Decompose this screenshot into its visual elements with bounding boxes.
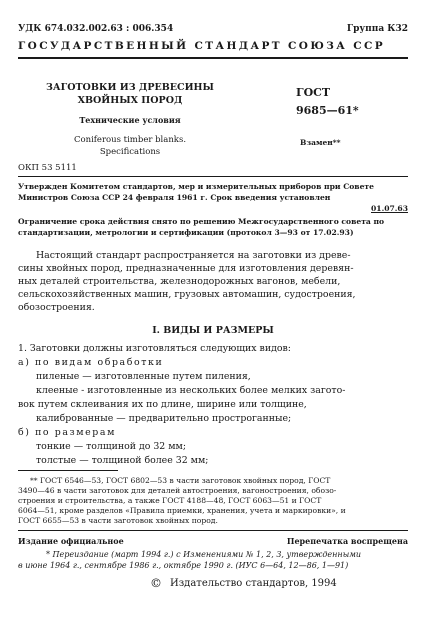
okp-code: ОКП 53 5111 [18,163,77,173]
section1-p6: б) по размерам [18,427,116,438]
doc-title-en-line1: Coniferous timber blanks. [73,135,187,145]
approval-line2: Министров Союза ССР 24 февраля 1961 г. Срок введения установлен [18,193,331,202]
title-rule [18,176,408,177]
section1-p7: тонкие — толщиной до 32 мм; [36,441,186,452]
limit-line1: Ограничение срока действия снято по решению Межгосударственного совета по [18,217,385,226]
udk-code: УДК 674.032.002.63 : 006.354 [18,24,174,34]
section1-p8: толстые — толщиной более 32 мм; [36,455,209,466]
intro-line3: ных деталей строительства, железнодорожных вагонов, мебели, [18,276,341,287]
section1-p1: 1. Заготовки должны изготовляться следующих видов: [18,343,291,354]
copyright-text: Издательство стандартов, 1994 [170,578,337,589]
bottom-rule [18,530,408,531]
group-code: Группа К32 [346,24,408,34]
footnote-separator [18,470,118,471]
gost-label: ГОСТ [296,86,331,99]
footnote-line2: 3490—46 в части заготовок для деталей автостроения, вагоностроения, обозо- [18,486,337,495]
doc-title-line1: ЗАГОТОВКИ ИЗ ДРЕВЕСИНЫ [46,82,214,93]
intro-line1: Настоящий стандарт распространяется на заготовки из древе- [36,250,351,261]
footnote-line4: 6064—51, кроме разделов «Правила приемки, хранения, учета и маркировки», и [18,506,346,515]
edition-label: Издание официальное [18,536,124,546]
approval-date: 01.07.63 [371,204,408,213]
footnote-line3: строения и строительства, а также ГОСТ 4188—48, ГОСТ 6063—51 и ГОСТ [18,496,322,505]
standard-banner: ГОСУДАРСТВЕННЫЙ СТАНДАРТ СОЮЗА ССР [18,40,386,52]
section1-p2: а) по видам обработки [18,357,164,368]
gost-number: 9685—61* [296,104,359,117]
intro-line5: обозостроения. [18,302,95,313]
approval-line1: Утвержден Комитетом стандартов, мер и измерительных приборов при Совете [18,182,374,191]
doc-title-en-line2: Specifications [99,147,161,157]
copyright-symbol: © [150,576,162,590]
reissue-line1: * Переиздание (март 1994 г.) с Изменениями № 1, 2, 3, утвержденными [46,550,361,559]
doc-title-line2: ХВОЙНЫХ ПОРОД [77,95,183,106]
intro-line4: сельскохозяйственных машин, грузовых автомашин, судостроения, [18,289,356,300]
reissue-line2: в июне 1964 г., сентябре 1986 г., октябре 1990 г. (ИУС 6—64, 12—86, 1—91) [18,561,349,570]
section1-p4a: клееные - изготовленные из нескольких более мелких загото- [36,385,346,396]
reprint-notice: Перепечатка воспрещена [286,536,408,546]
limit-line2: стандартизации, метрологии и сертификации (протокол 3—93 от 17.02.93) [18,228,354,237]
section1-p5: калиброванные — предварительно простроганные; [36,413,292,424]
footnote-line1: ** ГОСТ 6546—53, ГОСТ 6802—53 в части заготовок хвойных пород, ГОСТ [30,476,331,485]
replaces-note: Взамен** [300,138,341,147]
section1-p3: пиленые — изготовленные путем пиления, [36,371,251,382]
intro-line2: сины хвойных пород, предназначенные для изготовления деревян- [18,263,354,274]
section-heading: I. ВИДЫ И РАЗМЕРЫ [152,325,274,336]
section1-p4b: вок путем склеивания их по длине, ширине или толщине, [18,399,307,410]
header-rule [18,57,408,59]
footnote-line5: ГОСТ 6655—53 в части заготовок хвойных пород. [18,516,218,525]
doc-subtitle: Технические условия [79,115,181,125]
